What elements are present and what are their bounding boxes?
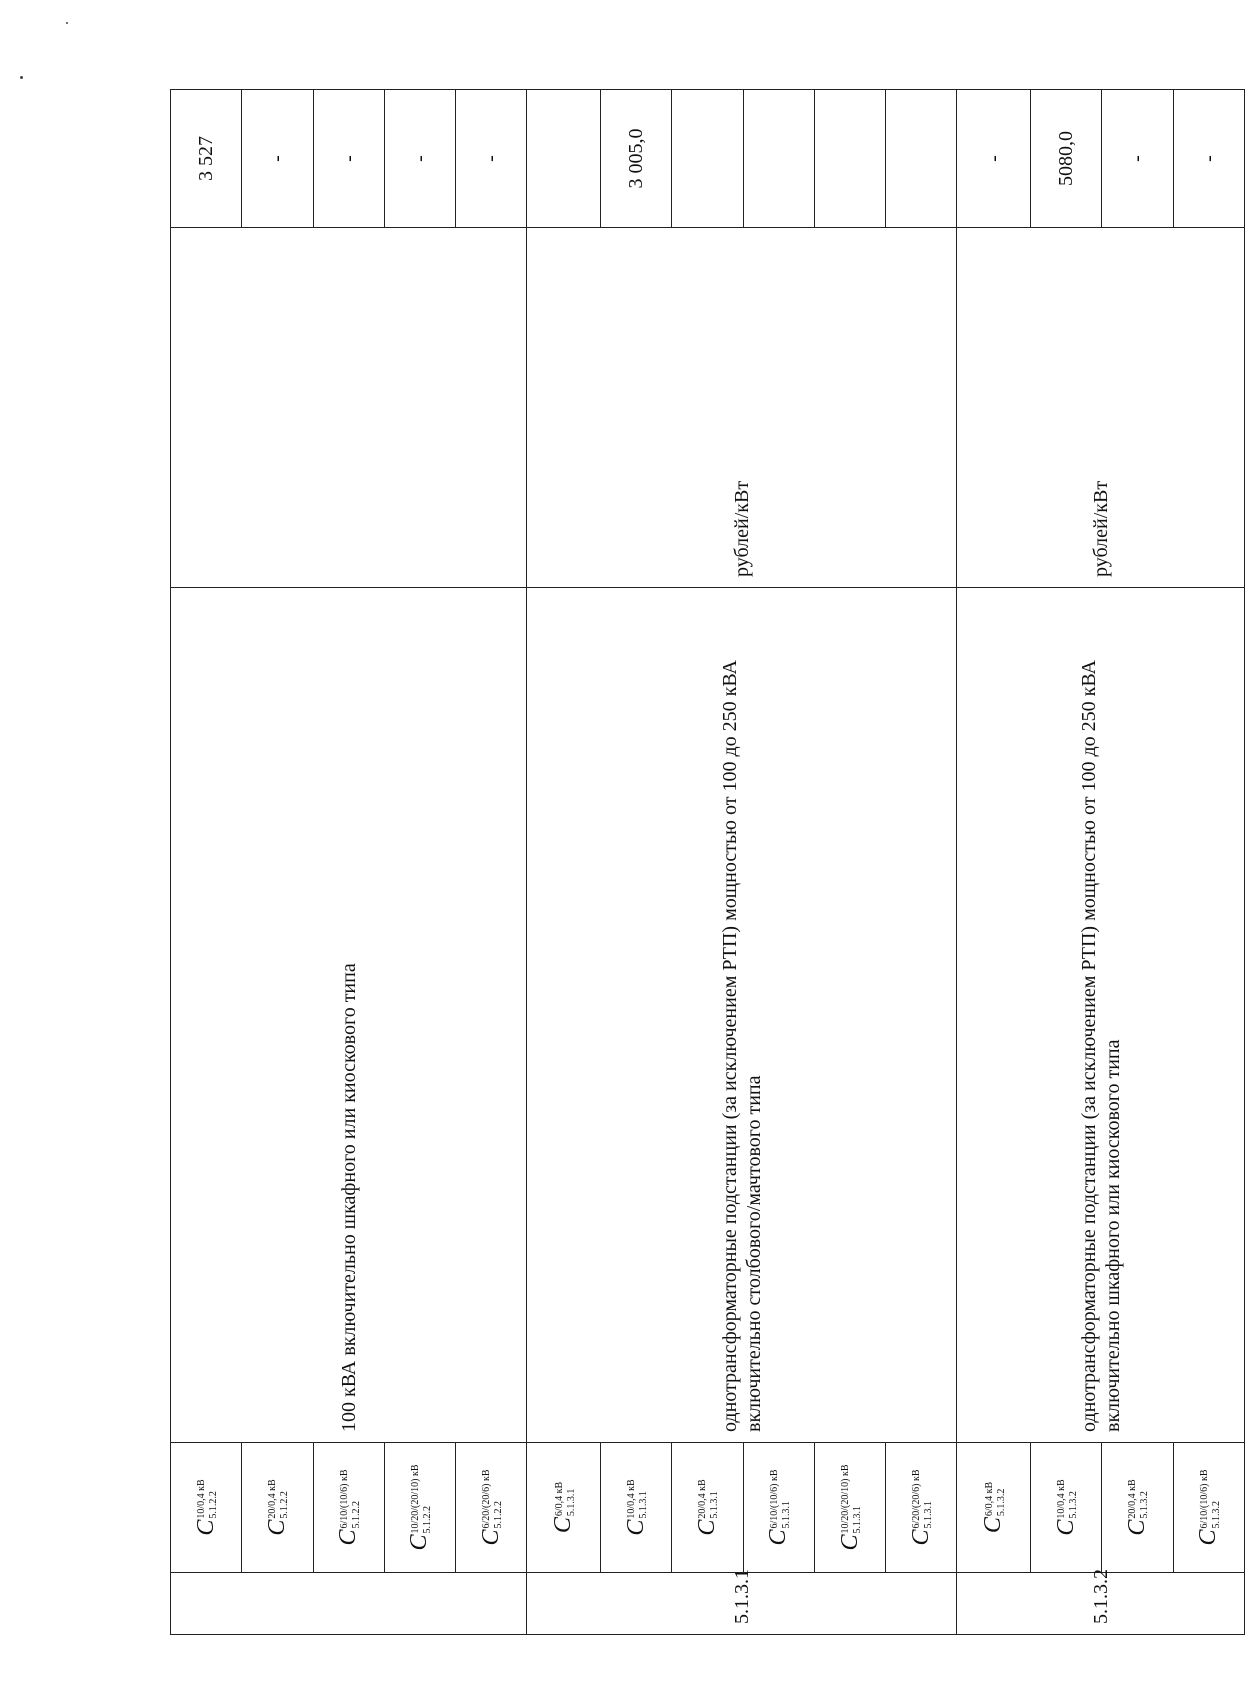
tariff-value: 3 005,0 [601, 90, 672, 228]
tariff-value: - [456, 90, 527, 228]
tariff-value: - [313, 90, 384, 228]
tariff-value: 5080,0 [1031, 90, 1102, 228]
tariff-value: - [957, 90, 1031, 228]
item-code: 5.1.3.1 [527, 1573, 957, 1635]
tariff-symbol: C 20/0,4 кВ 5.1.3.1 [672, 1443, 743, 1573]
tariff-symbol: C 10/0,4 кВ 5.1.3.1 [601, 1443, 672, 1573]
tariff-value: - [1102, 90, 1173, 228]
item-unit: рублей/кВт [527, 228, 957, 588]
tariff-value: - [384, 90, 455, 228]
tariff-symbol: C 6/10/(10/6) кВ 5.1.3.2 [1173, 1443, 1244, 1573]
tariff-symbol: C 10/20/(20/10) кВ 5.1.3.1 [814, 1443, 885, 1573]
tariff-symbol: C 6/20/(20/6) кВ 5.1.3.1 [886, 1443, 957, 1573]
tariff-value: 3 527 [171, 90, 242, 228]
tariff-value [814, 90, 885, 228]
tariff-value [886, 90, 957, 228]
tariff-symbol: C 10/20/(20/10) кВ 5.1.2.2 [384, 1443, 455, 1573]
tariff-symbol: C 10/0,4 кВ 5.1.3.2 [1031, 1443, 1102, 1573]
tariff-table [170, 89, 1245, 1635]
tariff-symbol: C 6/0,4 кВ 5.1.3.1 [527, 1443, 601, 1573]
item-code [171, 1573, 527, 1635]
item-unit: рублей/кВт [957, 228, 1245, 588]
table-row [957, 90, 1031, 1635]
tariff-symbol: C 10/0,4 кВ 5.1.2.2 [171, 1443, 242, 1573]
table-row [527, 90, 601, 1635]
item-unit [171, 228, 527, 588]
tariff-symbol: C 6/10/(10/6) кВ 5.1.3.1 [743, 1443, 814, 1573]
tariff-symbol: C 6/20/(20/6) кВ 5.1.2.2 [456, 1443, 527, 1573]
item-code: 5.1.3.2 [957, 1573, 1245, 1635]
tariff-symbol: C 20/0,4 кВ 5.1.3.2 [1102, 1443, 1173, 1573]
scan-speck [20, 76, 23, 79]
tariff-symbol: C 6/10/(10/6) кВ 5.1.2.2 [313, 1443, 384, 1573]
scan-speck [66, 22, 68, 24]
item-description: однотрансформаторные подстанции (за исключением РТП) мощностью от 100 до 250 кВА включительно шкафного или киоскового типа [957, 588, 1245, 1443]
tariff-symbol: C 6/0,4 кВ 5.1.3.2 [957, 1443, 1031, 1573]
item-description: однотрансформаторные подстанции (за исключением РТП) мощностью от 100 до 250 кВА включительно столбового/мачтового типа [527, 588, 957, 1443]
table-row [171, 90, 242, 1635]
tariff-value: - [242, 90, 313, 228]
tariff-value [527, 90, 601, 228]
tariff-value: - [1173, 90, 1244, 228]
tariff-value [743, 90, 814, 228]
tariff-value [672, 90, 743, 228]
tariff-symbol: C 20/0,4 кВ 5.1.2.2 [242, 1443, 313, 1573]
item-description: 100 кВА включительно шкафного или киоскового типа [171, 588, 527, 1443]
rotated-table-container [170, 90, 1245, 1635]
